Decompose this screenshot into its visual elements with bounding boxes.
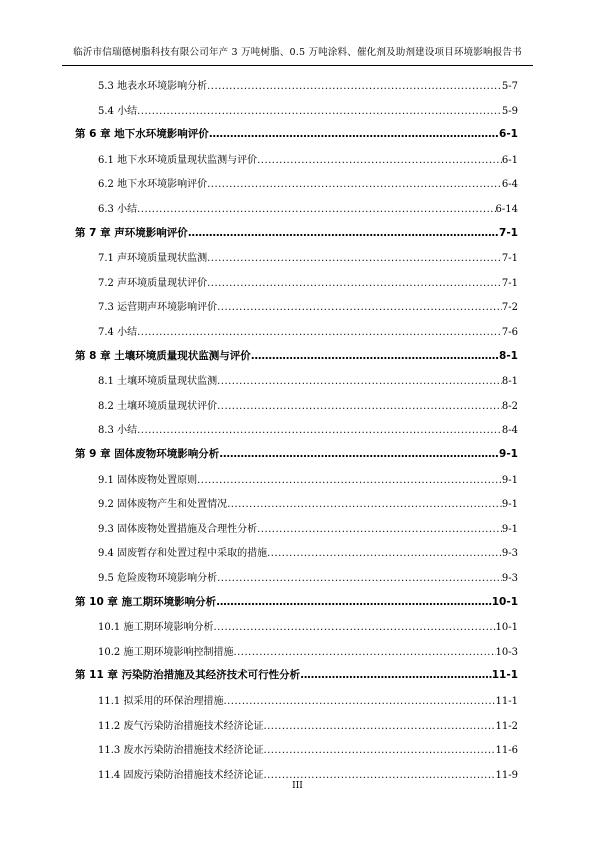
toc-entry-page: 9-1 [501,523,518,535]
toc-section-entry[interactable] [98,274,518,289]
toc-entry-label: 8.1 土壤环境质量现状监测 [98,376,218,388]
toc-entry-page: 8-2 [501,400,518,412]
toc-dot-leader [207,253,502,264]
toc-entry-page: 11-1 [495,696,518,707]
toc-entry-label: 第 6 章 地下水环境影响评价 [75,128,209,141]
toc-section-entry[interactable] [98,520,518,535]
toc-section-entry[interactable] [98,102,518,117]
toc-dot-leader [188,227,499,239]
toc-entry-page: 11-2 [495,720,518,732]
toc-entry-page: 9-1 [499,448,518,460]
toc-dot-leader [217,376,502,387]
toc-section-entry[interactable] [98,421,518,436]
toc-dot-leader [207,179,502,190]
toc-entry-page: 9-1 [501,474,518,486]
toc-entry-page: 5-7 [501,81,518,92]
toc-entry-label: 11.3 废水污染防治措施技术经济论证 [98,745,264,757]
toc-entry-label: 11.1 拟采用的环保治理措施 [98,696,224,707]
toc-dot-leader [137,327,502,338]
toc-entry-label: 8.2 土壤环境质量现状评价 [98,400,218,412]
toc-section-entry[interactable] [98,618,518,633]
toc-entry-label: 第 8 章 土壤环境质量现状监测与评价 [75,349,251,362]
toc-entry-label: 5.3 地表水环境影响分析 [98,81,208,92]
toc-entry-page: 11-6 [495,745,518,757]
toc-entry-label: 9.2 固体废物产生和处置情况 [98,499,228,511]
toc-dot-leader [263,721,495,732]
toc-entry-page: 8-1 [499,349,518,362]
toc-dot-leader [219,448,499,460]
toc-chapter-entry[interactable] [75,446,518,461]
toc-entry-label: 7.1 声环境质量现状监测 [98,253,208,265]
toc-dot-leader [227,499,502,510]
toc-section-entry[interactable] [98,643,518,658]
toc-dot-leader [251,350,499,362]
toc-entry-page: 7-2 [501,302,518,314]
toc-chapter-entry[interactable] [75,126,518,141]
toc-entry-label: 第 11 章 污染防治措施及其经济技术可行性分析 [75,669,301,682]
toc-entry-page: 7-1 [499,226,518,239]
toc-entry-label: 11.2 废气污染防治措施技术经济论证 [98,720,264,732]
toc-entry-label: 5.4 小结 [98,105,138,117]
toc-entry-label: 第 10 章 施工期环境影响分析 [75,595,217,608]
toc-entry-label: 9.1 固体废物处置原则 [98,474,198,486]
toc-section-entry[interactable] [98,471,518,486]
toc-chapter-entry[interactable] [75,225,518,240]
toc-entry-label: 第 7 章 声环境影响评价 [75,226,188,239]
toc-section-entry[interactable] [98,298,518,313]
toc-section-entry[interactable] [98,569,518,584]
toc-entry-page: 11-1 [491,669,518,682]
toc-entry-page: 6-1 [501,154,518,166]
toc-dot-leader [209,128,499,140]
toc-section-entry[interactable] [98,77,518,92]
toc-entry-label: 7.3 运营期声环境影响评价 [98,302,218,314]
toc-entry-page: 6-4 [501,179,518,191]
toc-entry-label: 6.2 地下水环境影响评价 [98,179,208,191]
toc-entry-label: 8.3 小结 [98,425,138,437]
toc-section-entry[interactable] [98,200,518,215]
toc-dot-leader [213,622,495,633]
toc-dot-leader [207,81,502,92]
toc-dot-leader [137,425,502,436]
toc-section-entry[interactable] [98,323,518,338]
toc-entry-label: 11.4 固废污染防治措施技术经济论证 [98,769,264,781]
toc-section-entry[interactable] [98,175,518,190]
toc-entry-label: 6.1 地下水环境质量现状监测与评价 [98,154,258,166]
toc-chapter-entry[interactable] [75,348,518,363]
toc-chapter-entry[interactable] [75,667,518,682]
running-header: 临沂市信瑞德树脂科技有限公司年产 3 万吨树脂、0.5 万吨涂料、催化剂及助剂建设项目环境影响报告书 [73,47,522,58]
toc-section-entry[interactable] [98,397,518,412]
toc-entry-page: 8-4 [501,425,518,437]
toc-entry-page: 7-1 [501,277,518,289]
toc-chapter-entry[interactable] [75,594,518,609]
toc-section-entry[interactable] [98,249,518,264]
toc-entry-label: 10.2 施工期环境影响控制措施 [98,646,234,658]
toc-dot-leader [137,204,495,215]
toc-dot-leader [137,106,502,117]
toc-entry-page: 9-3 [501,548,518,560]
toc-dot-leader [257,524,502,535]
toc-entry-page: 9-3 [501,573,518,584]
toc-dot-leader [233,647,495,658]
toc-section-entry[interactable] [98,741,518,756]
toc-section-entry[interactable] [98,495,518,510]
toc-section-entry[interactable] [98,544,518,559]
toc-section-entry[interactable] [98,692,518,707]
toc-entry-page: 11-9 [495,769,518,781]
toc-section-entry[interactable] [98,151,518,166]
toc-dot-leader [300,669,492,681]
toc-entry-label: 9.4 固废暂存和处置过程中采取的措施 [98,548,268,560]
toc-dot-leader [257,155,502,166]
toc-dot-leader [267,548,502,559]
toc-entry-page: 10-1 [491,595,518,608]
toc-dot-leader [217,573,502,584]
toc-dot-leader [197,475,502,486]
toc-section-entry[interactable] [98,717,518,732]
toc-entry-label: 7.2 声环境质量现状评价 [98,277,208,289]
toc-entry-label: 9.5 危险废物环境影响分析 [98,573,218,584]
toc-entry-label: 6.3 小结 [98,204,138,215]
toc-section-entry[interactable] [98,766,518,781]
toc-entry-page: 10-1 [495,622,518,634]
toc-dot-leader [217,302,502,313]
toc-entry-page: 10-3 [495,646,518,658]
page-number: III [292,781,303,791]
toc-entry-label: 第 9 章 固体废物环境影响分析 [75,448,220,460]
toc-entry-page: 8-1 [501,376,518,388]
toc-entry-label: 10.1 施工期环境影响分析 [98,622,214,634]
toc-entry-page: 6-1 [499,128,518,141]
toc-entry-page: 7-6 [501,327,518,338]
toc-section-entry[interactable] [98,372,518,387]
toc-dot-leader [207,278,502,289]
toc-dot-leader [263,770,495,781]
toc-entry-page: 6-14 [495,204,518,215]
toc-entry-page: 5-9 [501,105,518,117]
toc-entry-page: 7-1 [501,253,518,265]
toc-dot-leader [223,696,495,707]
toc-entry-label: 7.4 小结 [98,327,138,338]
toc-dot-leader [216,596,492,608]
toc-dot-leader [217,401,502,412]
toc-entry-page: 9-1 [501,499,518,511]
toc-dot-leader [263,745,495,756]
toc-entry-label: 9.3 固体废物处置措施及合理性分析 [98,523,258,535]
